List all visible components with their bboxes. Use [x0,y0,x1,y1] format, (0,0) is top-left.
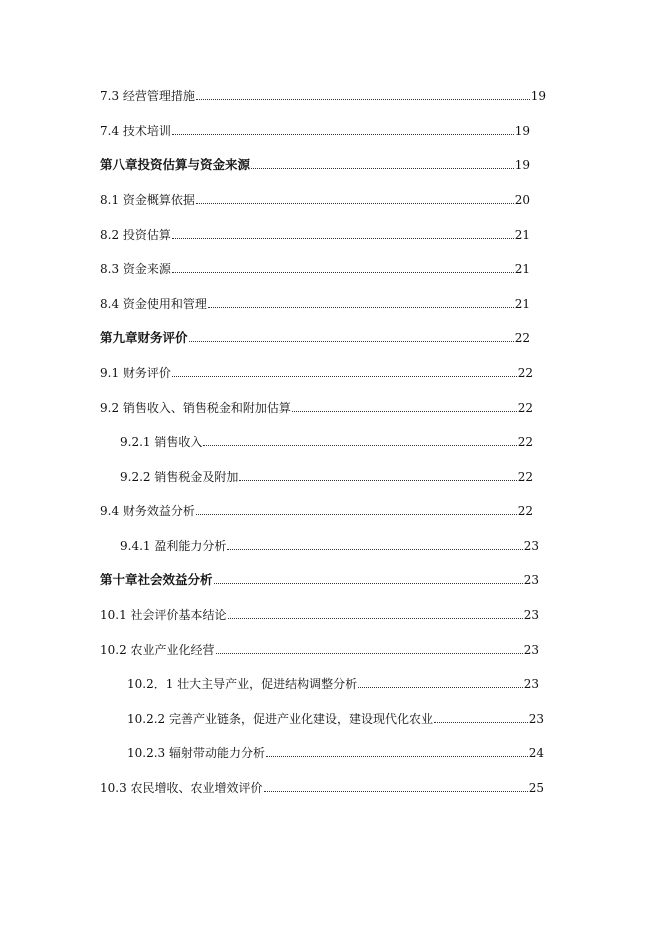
toc-page-number: 19 [514,158,530,172]
toc-entry-label: 第八章投资估算与资金来源 [100,157,251,172]
toc-page-number: 21 [514,262,530,276]
toc-entry-label: 9.2.2 销售税金及附加 [120,470,239,484]
toc-dot-leader [196,99,530,100]
toc-page-number: 22 [517,504,533,518]
toc-entry-label: 10.2.2 完善产业链条，促进产业化建设，建设现代化农业 [127,712,433,726]
toc-dot-leader [434,722,528,723]
toc-entry-label: 第九章财务评价 [100,330,188,345]
toc-entry-label: 8.1 资金概算依据 [100,193,195,207]
toc-page-number: 23 [523,539,539,553]
toc-page-number: 23 [523,677,539,691]
toc-entry-label: 9.1 财务评价 [100,366,171,380]
toc-dot-leader [203,445,516,446]
toc-entry-label: 8.2 投资估算 [100,228,171,242]
toc-entry-7-3[interactable] [100,84,546,104]
toc-entry-10-1[interactable] [100,603,539,623]
toc-entry-8-3[interactable] [100,257,530,277]
toc-dot-leader [228,618,523,619]
toc-entry-8-4[interactable] [100,292,530,312]
toc-page-number: 22 [517,435,533,449]
toc-entry-label: 10.2 农业产业化经营 [100,643,215,657]
toc-dot-leader [227,549,522,550]
toc-dot-leader [196,203,514,204]
toc-dot-leader [264,791,528,792]
toc-page-number: 23 [523,608,539,622]
toc-entry-9-2-2[interactable] [120,465,533,485]
toc-entry-chapter-9[interactable] [100,326,530,346]
toc-dot-leader [214,583,523,584]
toc-dot-leader [196,514,517,515]
toc-dot-leader [172,238,514,239]
toc-page-number: 24 [528,746,544,760]
toc-page-number: 19 [530,89,546,103]
toc-entry-9-2[interactable] [100,396,533,416]
toc-entry-label: 8.4 资金使用和管理 [100,297,207,311]
toc-page-number: 20 [514,193,530,207]
toc-page-number: 22 [514,331,530,345]
toc-entry-8-1[interactable] [100,188,530,208]
toc-page-number: 23 [528,712,544,726]
toc-page-number: 23 [523,643,539,657]
toc-entry-chapter-8[interactable] [100,153,530,173]
toc-dot-leader [292,411,517,412]
toc-page-number: 21 [514,297,530,311]
toc-entry-label: 10.2.3 辐射带动能力分析 [127,746,265,760]
toc-entry-7-4[interactable] [100,119,530,139]
toc-entry-label: 9.2.1 销售收入 [120,435,203,449]
toc-page-number: 23 [523,573,539,587]
toc-entry-label: 9.4 财务效益分析 [100,504,195,518]
toc-dot-leader [216,653,523,654]
toc-page-number: 22 [517,470,533,484]
toc-entry-label: 10.1 社会评价基本结论 [100,608,227,622]
toc-dot-leader [172,376,517,377]
toc-dot-leader [172,134,514,135]
toc-page-number: 19 [514,124,530,138]
toc-entry-10-2-2[interactable] [127,707,544,727]
toc-dot-leader [239,480,516,481]
toc-entry-10-2[interactable] [100,638,539,658]
toc-dot-leader [189,341,514,342]
toc-entry-label: 9.4.1 盈利能力分析 [120,539,227,553]
toc-entry-10-2-1[interactable] [127,672,539,692]
toc-entry-9-2-1[interactable] [120,430,533,450]
toc-entry-9-1[interactable] [100,361,533,381]
toc-entry-label: 7.4 技术培训 [100,124,171,138]
toc-dot-leader [172,272,514,273]
toc-entry-label: 10.3 农民增收、农业增效评价 [100,781,263,795]
toc-page-number: 22 [517,401,533,415]
toc-entry-label: 8.3 资金来源 [100,262,171,276]
toc-dot-leader [251,168,514,169]
toc-entry-label: 9.2 销售收入、销售税金和附加估算 [100,401,291,415]
toc-page-number: 22 [517,366,533,380]
toc-dot-leader [208,307,514,308]
toc-entry-label: 7.3 经营管理措施 [100,89,195,103]
toc-entry-8-2[interactable] [100,223,530,243]
toc-entry-label: 10.2．1 壮大主导产业，促进结构调整分析 [127,677,358,691]
toc-entry-10-2-3[interactable] [127,741,544,761]
toc-dot-leader [358,687,523,688]
toc-entry-label: 第十章社会效益分析 [100,572,213,587]
toc-entry-9-4-1[interactable] [120,534,539,554]
toc-page-number: 25 [528,781,544,795]
toc-page-number: 21 [514,228,530,242]
toc-entry-9-4[interactable] [100,499,533,519]
toc-dot-leader [266,756,528,757]
toc-entry-10-3[interactable] [100,776,544,796]
toc-entry-chapter-10[interactable] [100,568,539,588]
